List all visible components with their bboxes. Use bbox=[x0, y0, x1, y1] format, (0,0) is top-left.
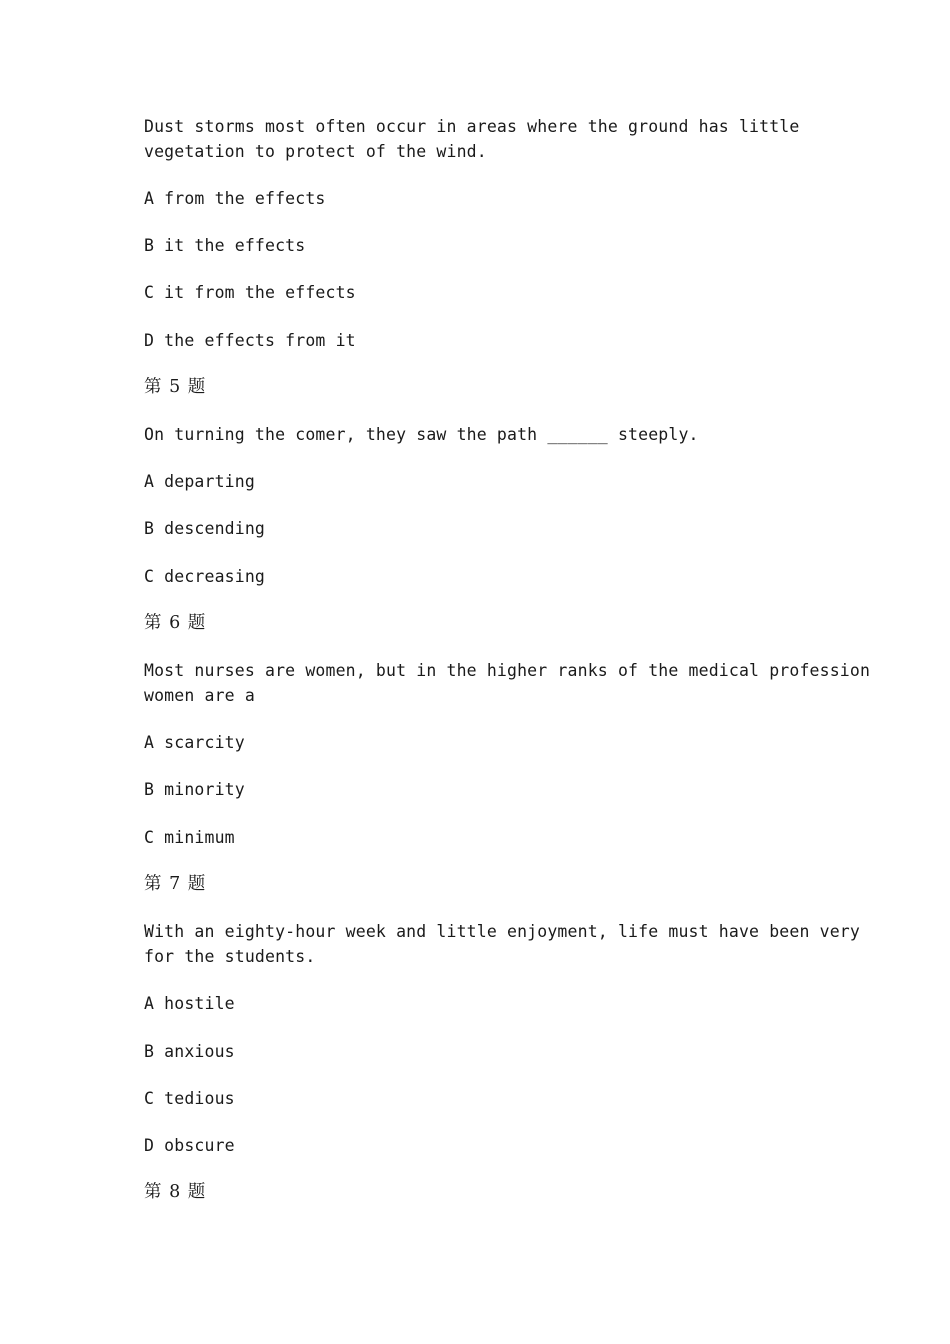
question-6-option-b: B minority bbox=[144, 780, 245, 799]
question-6-stem-line-2: women are a bbox=[144, 686, 255, 705]
question-8-heading: 第 8 题 bbox=[144, 1182, 207, 1202]
question-4-option-d: D the effects from it bbox=[144, 331, 356, 350]
question-7-option-c: C tedious bbox=[144, 1089, 235, 1108]
question-7-option-b: B anxious bbox=[144, 1042, 235, 1061]
question-6-option-a: A scarcity bbox=[144, 733, 245, 752]
question-4-stem-line-2: vegetation to protect of the wind. bbox=[144, 142, 487, 161]
question-6-heading: 第 6 题 bbox=[144, 613, 207, 633]
question-4-option-b: B it the effects bbox=[144, 236, 306, 255]
question-5-option-c: C decreasing bbox=[144, 567, 266, 586]
question-4-option-a: A from the effects bbox=[144, 189, 326, 208]
question-5-heading: 第 5 题 bbox=[144, 377, 207, 397]
question-7-option-a: A hostile bbox=[144, 994, 235, 1013]
question-6-option-c: C minimum bbox=[144, 828, 235, 847]
question-7-heading: 第 7 题 bbox=[144, 874, 207, 894]
question-4-stem-line-1: Dust storms most often occur in areas where the ground has little bbox=[144, 117, 800, 136]
question-5-option-a: A departing bbox=[144, 472, 255, 491]
question-6-stem-line-1: Most nurses are women, but in the higher ranks of the medical profession bbox=[144, 661, 871, 680]
question-7-option-d: D obscure bbox=[144, 1136, 235, 1155]
question-4-option-c: C it from the effects bbox=[144, 283, 356, 302]
question-7-stem-line-1: With an eighty-hour week and little enjoyment, life must have been very bbox=[144, 922, 860, 941]
question-7-stem-line-2: for the students. bbox=[144, 947, 316, 966]
question-5-stem: On turning the comer, they saw the path ______ steeply. bbox=[144, 425, 699, 444]
question-5-option-b: B descending bbox=[144, 519, 266, 538]
